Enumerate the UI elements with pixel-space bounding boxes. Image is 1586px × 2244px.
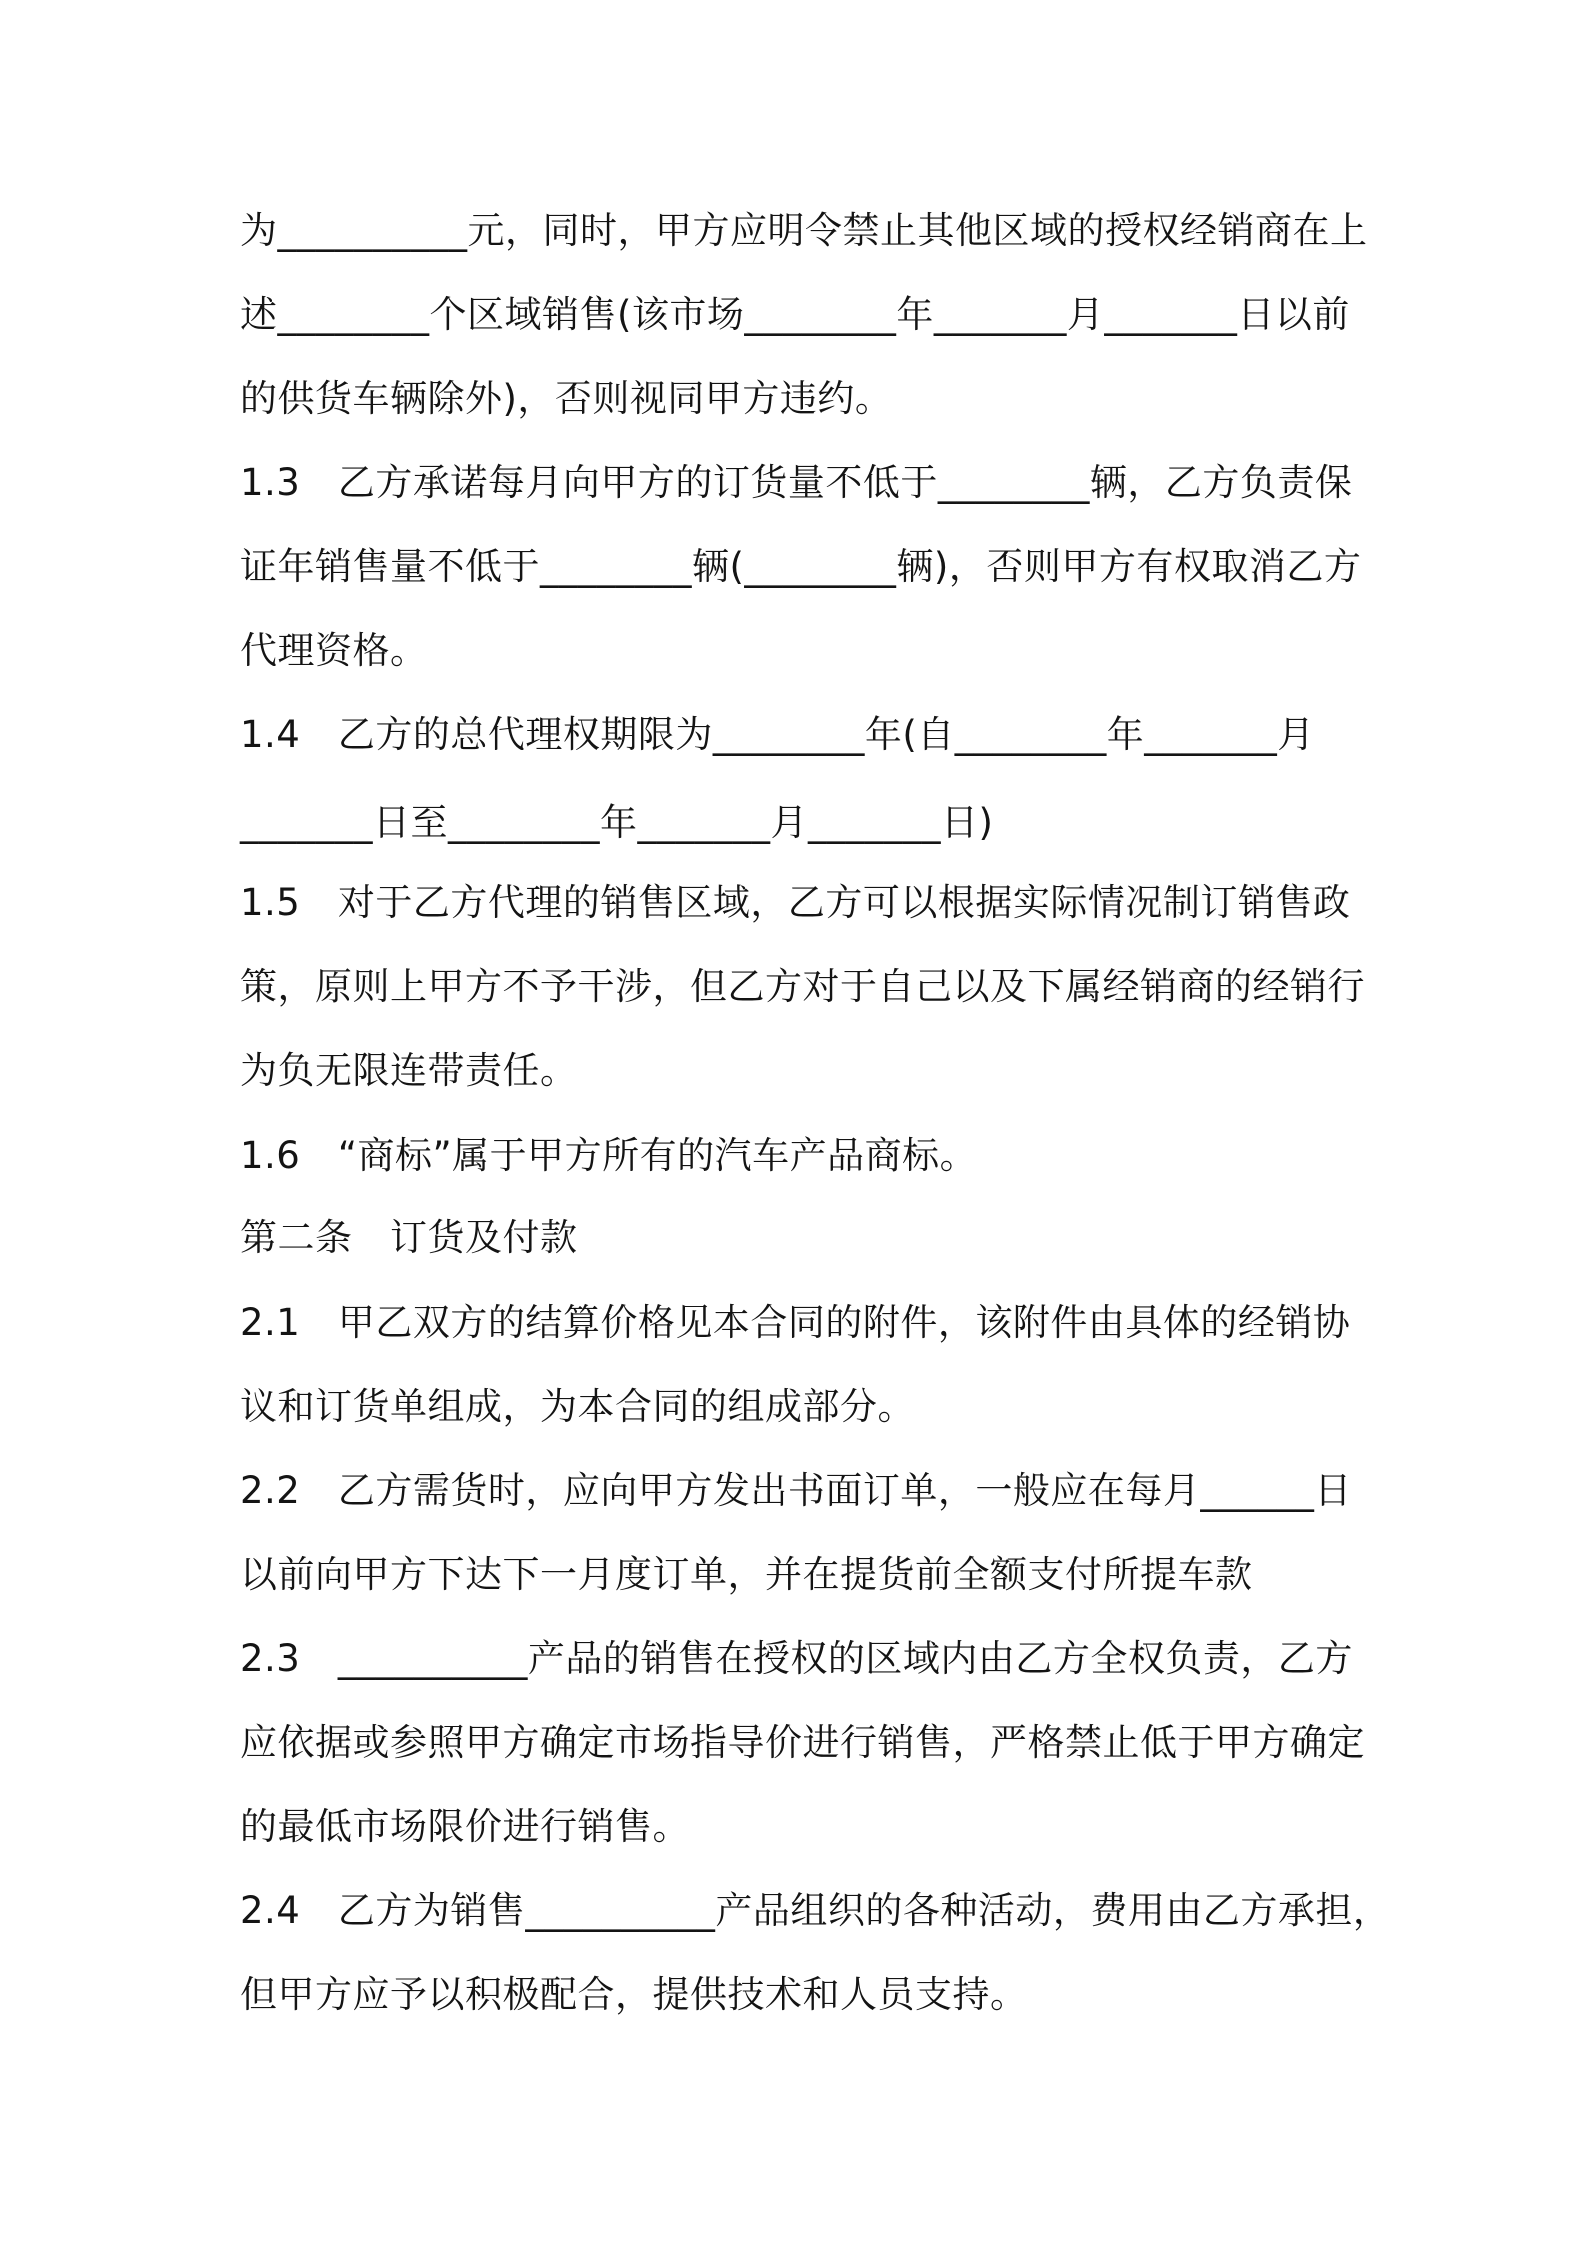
text-line: 代理资格。 — [240, 629, 428, 672]
text-line: 的供货车辆除外)，否则视同甲方违约。 — [240, 377, 893, 420]
clause-1-5: 1.5 对于乙方代理的销售区域，乙方可以根据实际情况制订销售政 — [240, 881, 1351, 924]
text-line: 但甲方应予以积极配合，提供技术和人员支持。 — [240, 1973, 1028, 2016]
text-line: 证年销售量不低于________辆(________辆)，否则甲方有权取消乙方 — [240, 545, 1362, 588]
text-line: _______日至________年_______月_______日) — [240, 801, 994, 844]
clause-1-6: 1.6 “商标”属于甲方所有的汽车产品商标。 — [240, 1134, 978, 1177]
section-heading: 第二条 订货及付款 — [240, 1216, 578, 1259]
text-line: 的最低市场限价进行销售。 — [240, 1805, 690, 1848]
clause-2-2: 2.2 乙方需货时，应向甲方发出书面订单，一般应在每月______日 — [240, 1469, 1352, 1512]
clause-2-4: 2.4 乙方为销售__________产品组织的各种活动，费用由乙方承担， — [240, 1889, 1391, 1932]
text-line: 策，原则上甲方不予干涉，但乙方对于自己以及下属经销商的经销行 — [240, 965, 1365, 1008]
text-line: 述________个区域销售(该市场________年_______月_______日以前 — [240, 293, 1350, 336]
clause-2-1: 2.1 甲乙双方的结算价格见本合同的附件，该附件由具体的经销协 — [240, 1301, 1351, 1344]
text-line: 以前向甲方下达下一月度订单，并在提货前全额支付所提车款 — [240, 1553, 1253, 1596]
clause-2-3: 2.3 __________产品的销售在授权的区域内由乙方全权负责，乙方 — [240, 1637, 1353, 1680]
text-line: 为负无限连带责任。 — [240, 1049, 578, 1092]
text-line: 应依据或参照甲方确定市场指导价进行销售，严格禁止低于甲方确定 — [240, 1721, 1365, 1764]
clause-1-3: 1.3 乙方承诺每月向甲方的订货量不低于________辆，乙方负责保 — [240, 461, 1353, 504]
text-line: 议和订货单组成，为本合同的组成部分。 — [240, 1385, 915, 1428]
text-line: 为__________元，同时，甲方应明令禁止其他区域的授权经销商在上 — [240, 209, 1368, 252]
clause-1-4: 1.4 乙方的总代理权期限为________年(自________年_______月 — [240, 713, 1315, 756]
